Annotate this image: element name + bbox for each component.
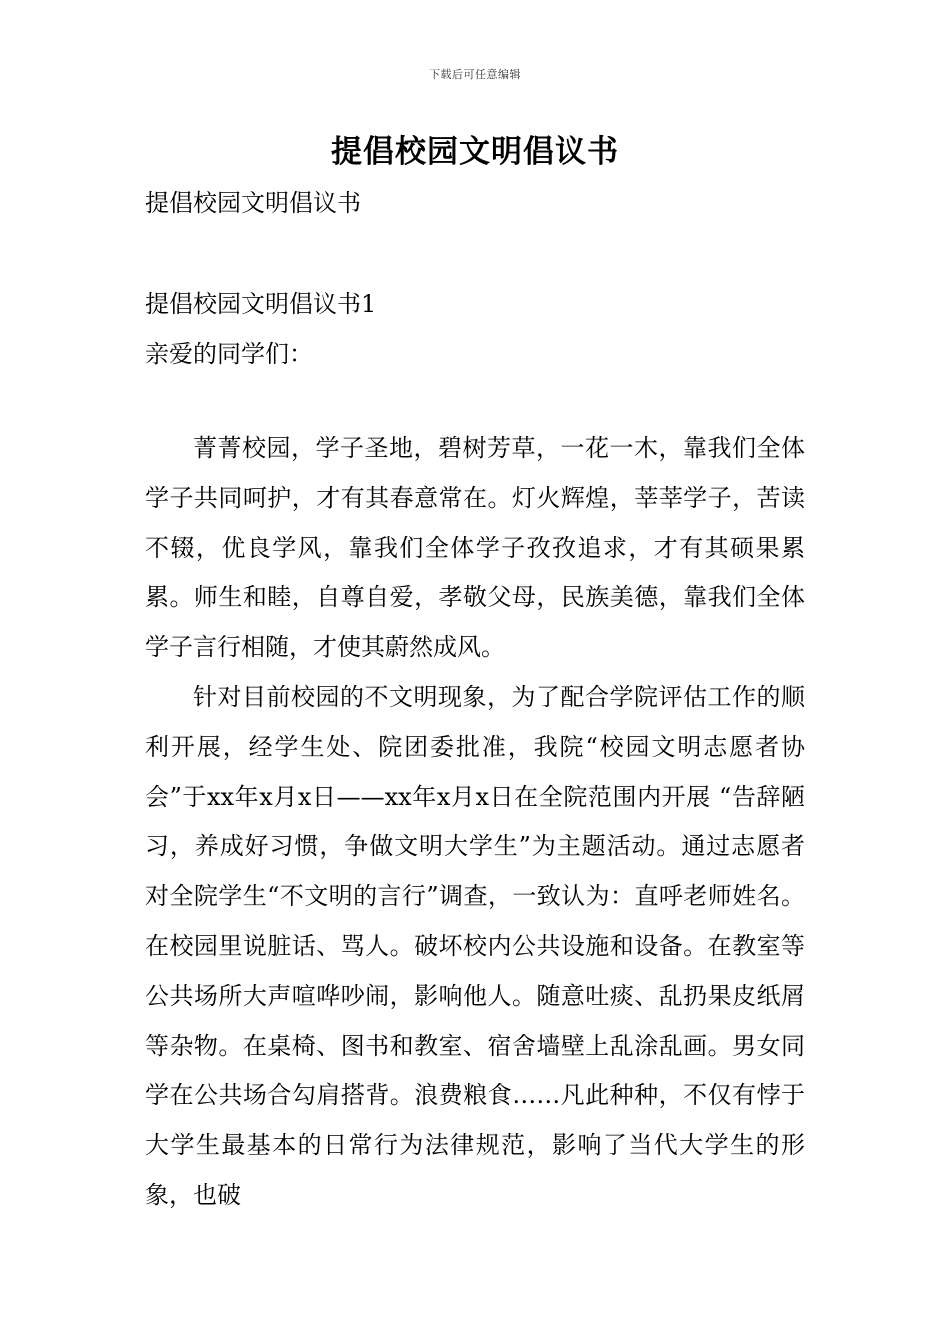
document-subtitle: 提倡校园文明倡议书 <box>145 189 361 217</box>
salutation: 亲爱的同学们： <box>145 340 313 368</box>
section-heading: 提倡校园文明倡议书1 <box>145 290 377 318</box>
document-title: 提倡校园文明倡议书 <box>331 134 619 170</box>
paragraph-1: 菁菁校园，学子圣地，碧树芳草，一花一木，靠我们全体学子共同呵护，才有其春意常在。灯火辉煌，莘莘学子，苦读不辍，优良学风，靠我们全体学子孜孜追求，才有其硕果累累。师生和睦，自尊自爱，孝敬父母，民族美德，靠我们全体学子言行相随，才使其蔚然成风。 <box>145 434 805 662</box>
paragraph-2: 针对目前校园的不文明现象，为了配合学院评估工作的顺利开展，经学生处、院团委批准，我院“校园文明志愿者协会”于xx年x月x日——xx年x月x日在全院范围内开展 “告辞陋习，养成好习惯，争做文明大学生”为主题活动。通过志愿者对全院学生“不文明的言行”调查，一致认为：直呼老师姓名。在校园里说脏话、骂人。破坏校内公共设施和设备。在教室等公共场所大声喧哗吵闹，影响他人。随意吐痰、乱扔果皮纸屑等杂物。在桌椅、图书和教室、宿舍墙壁上乱涂乱画。男女同学在公共场合勾肩搭背。浪费粮食……凡此种种，不仅有悖于大学生最基本的日常行为法律规范，影响了当代大学生的形象，也破 <box>145 683 805 1209</box>
header-note: 下载后可任意编辑 <box>429 68 521 81</box>
